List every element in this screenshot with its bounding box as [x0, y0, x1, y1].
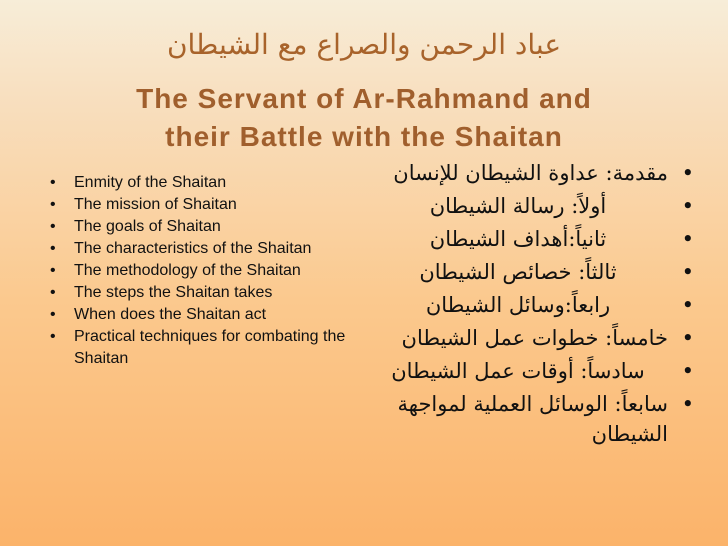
english-item-when: • When does the Shaitan act: [48, 304, 348, 326]
english-item-enmity: • Enmity of the Shaitan: [48, 172, 348, 194]
arabic-item-sixth: • سادساً: أوقات عمل الشيطان: [368, 356, 698, 386]
english-title: [60, 80, 668, 156]
arabic-item-seventh: • سابعاً: الوسائل العملية لمواجهة الشيطان: [368, 389, 698, 449]
english-item-mission: • The mission of Shaitan: [48, 194, 348, 216]
english-item-goals: • The goals of Shaitan: [48, 216, 348, 238]
arabic-item-first: • أولاً: رسالة الشيطان: [368, 191, 698, 221]
english-title-line-2: their Battle with the Shaitan: [165, 121, 563, 152]
english-item-steps: • The steps the Shaitan takes: [48, 282, 348, 304]
arabic-item-third: • ثالثاً: خصائص الشيطان: [368, 257, 698, 287]
english-item-characteristics: • The characteristics of the Shaitan: [48, 238, 348, 260]
english-bullet-list: [48, 172, 348, 370]
arabic-item-fourth: • رابعاً:وسائل الشيطان: [368, 290, 698, 320]
arabic-title: عباد الرحمن والصراع مع الشيطان: [166, 28, 562, 61]
arabic-item-second: • ثانياً:أهداف الشيطان: [368, 224, 698, 254]
english-item-methodology: • The methodology of the Shaitan: [48, 260, 348, 282]
arabic-item-intro: • مقدمة: عداوة الشيطان للإنسان: [368, 158, 698, 188]
english-title-line-1: The Servant of Ar-Rahmand and: [136, 83, 592, 114]
english-item-techniques: • Practical techniques for combating the Shaitan: [48, 326, 348, 370]
arabic-bullet-list: [368, 158, 698, 452]
arabic-item-fifth: • خامساً: خطوات عمل الشيطان: [368, 323, 698, 353]
